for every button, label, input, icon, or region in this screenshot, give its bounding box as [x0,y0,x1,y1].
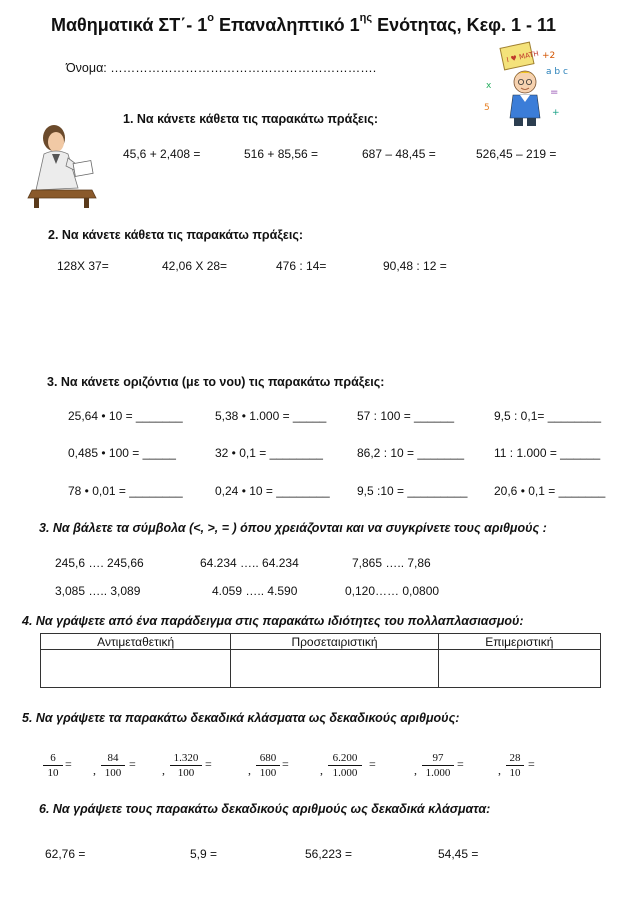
column-header: Επιμεριστική [438,634,600,650]
compare-item: 0,120…… 0,0800 [345,584,440,598]
q2-item: 42,06 Χ 28= [162,259,228,273]
equals-sign: = [65,757,72,771]
answer-cell[interactable] [41,650,231,688]
compare-item: 64.234 ….. 64.234 [200,556,299,570]
fraction: 6 10 [43,751,63,780]
separator: , [248,763,251,777]
fraction: 6.200 1.000 [328,751,362,780]
q3-item: 5,38 • 1.000 = _____ [215,409,327,423]
q3-item: 9,5 : 0,1= ________ [494,409,602,423]
separator: , [320,763,323,777]
svg-text:=: = [550,87,559,98]
q1-item: 45,6 + 2,408 = [123,147,201,161]
q3-item: 20,6 • 0,1 = _______ [494,484,606,498]
compare-item: 4.059 ….. 4.590 [212,584,298,598]
student-illustration [480,40,575,130]
q2-item: 90,48 : 12 = [383,259,447,273]
fraction: 97 1.000 [422,751,454,780]
svg-text:x: x [486,81,492,91]
equals-sign: = [528,757,535,771]
q3-item: 25,64 • 10 = _______ [68,409,183,423]
separator: , [162,763,165,777]
svg-text:I ♥ MATH: I ♥ MATH [505,49,540,65]
fraction: 680 100 [256,751,280,780]
fraction: 1.320 100 [170,751,202,780]
column-header: Προσεταιριστική [231,634,438,650]
equals-sign: = [205,757,212,771]
compare-item: 3,085 ….. 3,089 [55,584,141,598]
separator: , [414,763,417,777]
q6-item: 56,223 = [305,847,353,861]
q6-item: 54,45 = [438,847,479,861]
equals-sign: = [129,757,136,771]
q3-item: 0,485 • 100 = _____ [68,446,176,460]
svg-text:+: + [552,108,560,118]
separator: , [498,763,501,777]
q3-heading: 3. Να κάνετε οριζόντια (με το νου) τις παρακάτω πράξεις: [47,375,385,389]
name-line: Όνομα: ………………………………………………………. [66,61,377,75]
q3-item: 57 : 100 = ______ [357,409,455,423]
q3b-heading: 3. Να βάλετε τα σύμβολα (<, >, = ) όπου χρειάζονται και να συγκρίνετε τους αριθμούς : [39,521,547,535]
svg-text:+2: +2 [542,51,556,61]
equals-sign: = [457,757,464,771]
page-title: Μαθηματικά ΣΤ΄- $1^o$ Επαναληπτικό $1^{\eta\varsigma}$ Ενότητας, Κεφ. 1 - 11 [51,12,557,35]
q2-item: 476 : 14= [276,259,327,273]
q3-item: 9,5 :10 = _________ [357,484,468,498]
answer-cell[interactable] [438,650,600,688]
q6-item: 62,76 = [45,847,86,861]
equals-sign: = [282,757,289,771]
q3-item: 78 • 0,01 = ________ [68,484,183,498]
q6-item: 5,9 = [190,847,218,861]
properties-table [40,633,601,688]
q3-item: 86,2 : 10 = _______ [357,446,465,460]
column-header: Αντιμεταθετική [41,634,231,650]
compare-item: 245,6 …. 245,66 [55,556,144,570]
q6-heading: 6. Να γράψετε τους παρακάτω δεκαδικούς αριθμούς ως δεκαδικά κλάσματα: [39,802,491,816]
q3-item: 32 • 0,1 = ________ [215,446,323,460]
q5-heading: 5. Να γράψετε τα παρακάτω δεκαδικά κλάσματα ως δεκαδικούς αριθμούς: [22,711,460,725]
q1-item: 687 – 48,45 = [362,147,436,161]
answer-cell[interactable] [231,650,438,688]
compare-item: 7,865 ….. 7,86 [352,556,431,570]
q1-heading: 1. Να κάνετε κάθετα τις παρακάτω πράξεις: [123,112,378,126]
svg-text:5: 5 [484,103,490,113]
svg-text:a b c: a b c [546,67,568,77]
q3-item: 11 : 1.000 = ______ [494,446,601,460]
fraction: 28 10 [506,751,524,780]
q3-item: 0,24 • 10 = ________ [215,484,330,498]
q2-item: 128Χ 37= [57,259,109,273]
teacher-illustration [22,118,102,210]
fraction: 84 100 [101,751,125,780]
separator: , [93,763,96,777]
q2-heading: 2. Να κάνετε κάθετα τις παρακάτω πράξεις: [48,228,303,242]
equals-sign: = [369,757,376,771]
q4-heading: 4. Να γράψετε από ένα παράδειγμα στις παρακάτω ιδιότητες του πολλαπλασιασμού: [22,614,524,628]
q1-item: 516 + 85,56 = [244,147,319,161]
q1-item: 526,45 – 219 = [476,147,557,161]
